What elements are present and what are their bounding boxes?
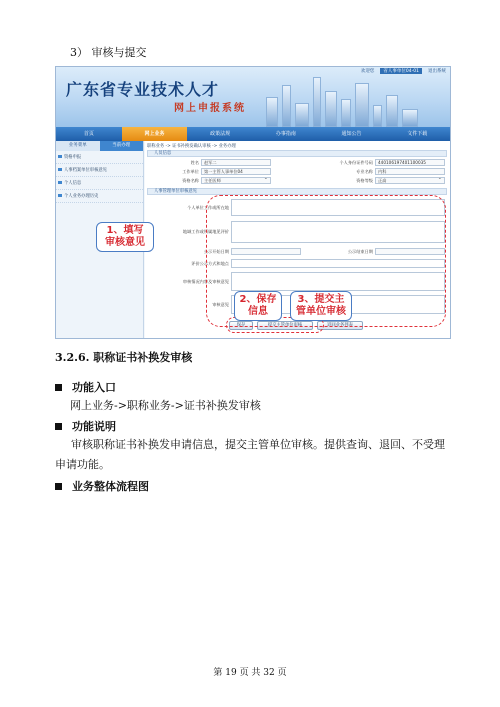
topbar-user[interactable]: 省人事单位04-01 bbox=[380, 68, 422, 74]
flow-title: 业务整体流程图 bbox=[72, 480, 149, 493]
name-label: 姓名 bbox=[190, 160, 199, 165]
city-building-icon bbox=[402, 109, 418, 127]
publicity-end-label: 公示结束日期 bbox=[347, 249, 373, 254]
major-field[interactable]: 内科 bbox=[375, 168, 445, 175]
nav-notice[interactable]: 通知公告 bbox=[341, 131, 362, 137]
square-bullet-icon bbox=[55, 423, 62, 430]
square-bullet-icon bbox=[55, 483, 62, 490]
city-building-icon bbox=[295, 103, 309, 127]
callout-save: 2、保存 信息 bbox=[234, 291, 282, 321]
section-title: 3.2.6. 职称证书补换发审核 bbox=[55, 351, 193, 364]
tab-current[interactable]: 当前办理 bbox=[100, 141, 144, 151]
sidebar-item-history[interactable]: 个人业务办理历史 bbox=[56, 190, 143, 203]
city-building-icon bbox=[313, 77, 321, 127]
topbar-logout[interactable]: 退出系统 bbox=[428, 69, 446, 74]
city-building-icon bbox=[373, 105, 382, 127]
nav-policy[interactable]: 政策法规 bbox=[210, 131, 231, 137]
breadcrumb: 职称业务 -> 证书补换发确认审核 -> 业务办理 bbox=[147, 144, 236, 149]
review-label-workplace: 个人单位工作或所在地 bbox=[187, 205, 229, 210]
section-person: 人员信息 bbox=[147, 150, 447, 157]
review-opinion-label: 审核意见 bbox=[212, 302, 229, 307]
bullet-flow bbox=[55, 478, 149, 494]
city-building-icon bbox=[266, 97, 278, 127]
page-footer: 第 19 页 共 32 页 bbox=[213, 668, 287, 678]
topbar-welcome: 欢迎您 bbox=[360, 69, 375, 74]
city-building-icon bbox=[341, 99, 351, 127]
id-field[interactable]: 440106197401100035 bbox=[375, 159, 445, 166]
nav-online-business[interactable]: 网上业务 bbox=[122, 127, 188, 141]
callout-fill-opinion: 1、填写 审核意见 bbox=[96, 222, 154, 252]
qual-label: 资格名称 bbox=[182, 178, 199, 183]
sidebar-item-archive-review[interactable]: 人事档案单位审核意见 bbox=[56, 164, 143, 177]
func-entry-title: 功能入口 bbox=[72, 381, 116, 394]
city-building-icon bbox=[325, 91, 337, 127]
qual-select[interactable]: 主任医师 ⌄ bbox=[201, 177, 271, 184]
level-select[interactable]: 正高 ⌄ bbox=[375, 177, 445, 184]
func-desc-text: 审核职称证书补换发申请信息，提交主管单位审核。提供查询、退回、不受理申请功能。 bbox=[55, 438, 445, 471]
banner-subtitle: 网上申报系统 bbox=[174, 103, 246, 114]
tab-business-menu[interactable]: 业务菜单 bbox=[56, 141, 100, 151]
review-content-label: 审核情况内容及审核意见 bbox=[182, 279, 229, 284]
callout-submit: 3、提交主 管单位审核 bbox=[290, 291, 352, 321]
topbar bbox=[361, 68, 446, 74]
sidebar-item-personal-info[interactable]: 个人信息 bbox=[56, 177, 143, 190]
func-desc-title: 功能说明 bbox=[72, 420, 116, 433]
unit-field[interactable]: 第一主管人事单位04 bbox=[201, 168, 271, 175]
section-review: 人事管理单位审核意见 bbox=[147, 188, 447, 195]
square-bullet-icon bbox=[55, 384, 62, 391]
level-label: 资格等级 bbox=[356, 178, 373, 183]
banner bbox=[56, 67, 450, 127]
publicity-method-label: 评价公示方式和地点 bbox=[191, 261, 229, 266]
name-field[interactable]: 赵军二 bbox=[201, 159, 271, 166]
id-label: 个人身份证件号码 bbox=[339, 160, 373, 165]
save-button[interactable]: 保存 bbox=[229, 321, 253, 330]
bullet-func-desc bbox=[55, 418, 116, 434]
main-nav bbox=[56, 127, 450, 141]
banner-title: 广东省专业技术人才 bbox=[66, 80, 220, 99]
step-heading: 3） 审核与提交 bbox=[70, 46, 147, 59]
nav-guide[interactable]: 办事指南 bbox=[275, 131, 296, 137]
city-building-icon bbox=[282, 85, 291, 127]
submit-review-button[interactable]: 提交主管单位审核 bbox=[257, 321, 313, 330]
bullet-func-entry bbox=[55, 379, 116, 395]
review-label-region: 地域工作或所属地见评价 bbox=[182, 229, 229, 234]
func-entry-text: 网上业务->职称业务->证书补换发审核 bbox=[70, 399, 261, 412]
back-list-button[interactable]: 返回业务列表 bbox=[317, 321, 363, 330]
nav-download[interactable]: 文件下载 bbox=[407, 131, 428, 137]
sidebar-item-qualification[interactable]: 资格申报 bbox=[56, 151, 143, 164]
major-label: 专业名称 bbox=[356, 169, 373, 174]
nav-home[interactable]: 首页 bbox=[83, 131, 94, 137]
publicity-start-label: 公示开始日期 bbox=[203, 249, 229, 254]
unit-label: 工作单位 bbox=[182, 169, 199, 174]
city-building-icon bbox=[386, 95, 398, 127]
city-building-icon bbox=[355, 83, 369, 127]
